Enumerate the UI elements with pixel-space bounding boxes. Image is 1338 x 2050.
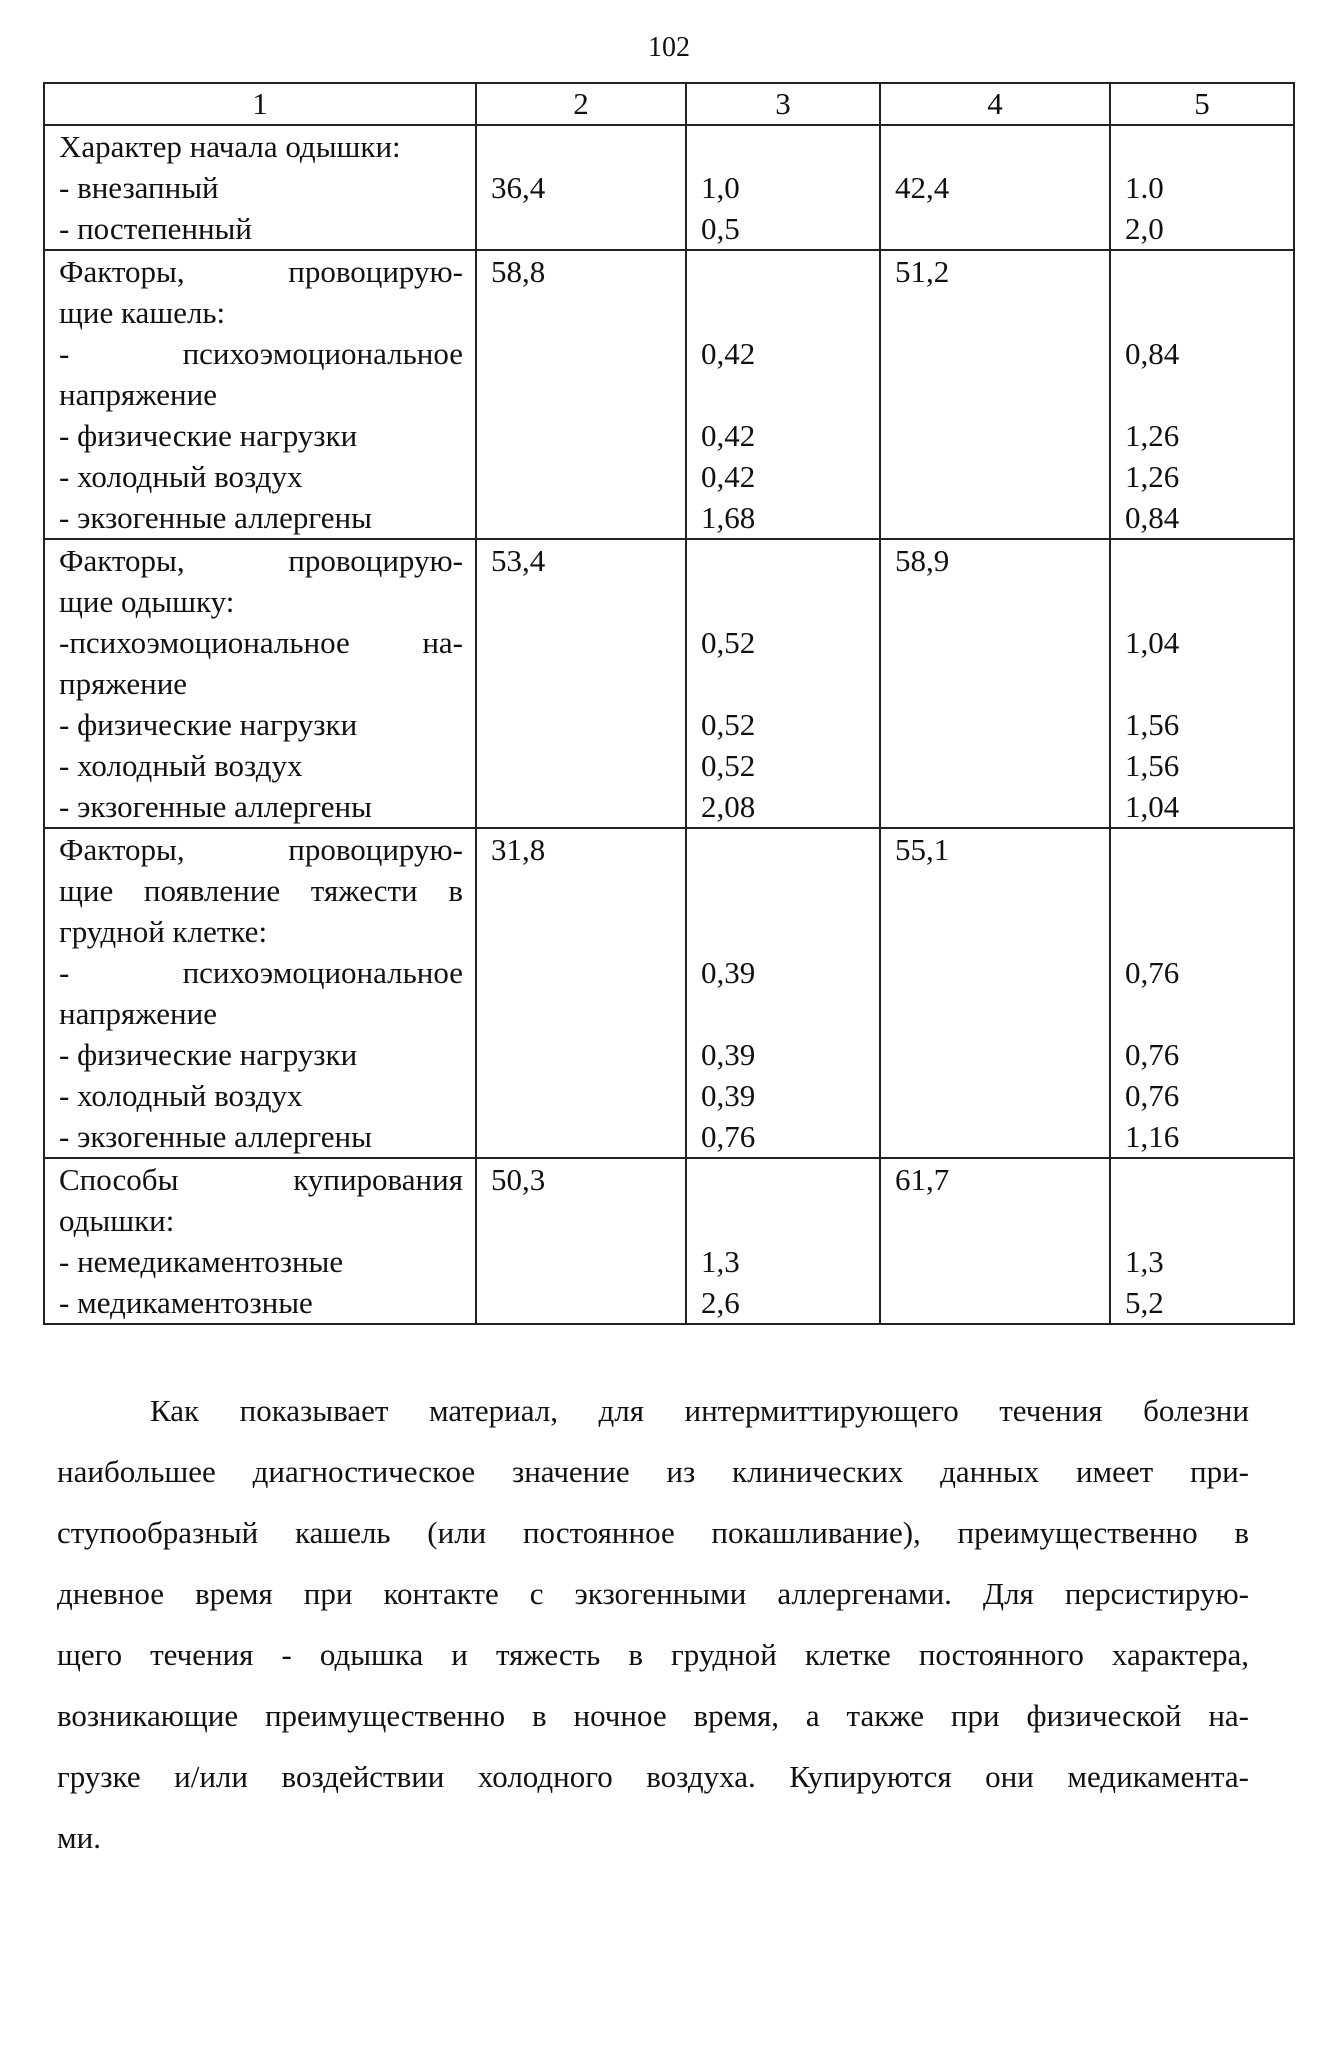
cell-value [687, 540, 879, 581]
column-5-cell [1110, 828, 1294, 1158]
column-2-cell [476, 125, 686, 250]
cell-value [477, 292, 685, 333]
row-label-line: - холодный воздух [59, 459, 303, 494]
row-label-line: Факторы, провоцирую- [59, 254, 463, 289]
cell-value: 1.0 [1125, 170, 1164, 205]
paragraph-line: ступообразный кашель (или постоянное покашливание), преимущественно в [57, 1515, 1249, 1550]
column-3-cell [686, 539, 880, 828]
cell-value [881, 126, 1109, 167]
cell-value [477, 1034, 685, 1075]
column-4-cell [880, 539, 1110, 828]
cell-value [1111, 870, 1293, 911]
cell-value [477, 704, 685, 745]
cell-value [881, 1282, 1109, 1323]
table-row [44, 828, 1294, 1158]
column-2-cell [476, 1158, 686, 1324]
cell-value [477, 870, 685, 911]
row-label-line: - холодный воздух [59, 748, 303, 783]
cell-value [1111, 1159, 1293, 1200]
cell-value [477, 1282, 685, 1323]
cell-value [687, 251, 879, 292]
cell-value: 31,8 [491, 832, 546, 867]
cell-value [881, 786, 1109, 827]
cell-value [687, 581, 879, 622]
body-paragraph [57, 1380, 1249, 1868]
cell-value [477, 952, 685, 993]
cell-value [881, 497, 1109, 538]
row-label-line: - постепенный [59, 211, 252, 246]
cell-value [687, 870, 879, 911]
paragraph-line: грузке и/или воздействии холодного воздуха. Купируются они медикамента- [57, 1759, 1249, 1794]
cell-value [1111, 374, 1293, 415]
row-label-line: щие кашель: [59, 295, 226, 330]
column-5-cell [1110, 125, 1294, 250]
cell-value: 0,52 [701, 625, 756, 660]
cell-value: 1,3 [701, 1244, 740, 1279]
cell-value [477, 786, 685, 827]
cell-value: 58,9 [895, 543, 950, 578]
column-2-cell [476, 250, 686, 539]
paragraph-line: Как показывает материал, для интермиттирующего течения болезни [150, 1393, 1249, 1428]
cell-value: 61,7 [895, 1162, 950, 1197]
cell-value [881, 1200, 1109, 1241]
cell-value: 0,76 [1125, 1078, 1180, 1113]
cell-value: 1,04 [1125, 625, 1180, 660]
cell-value [1111, 993, 1293, 1034]
cell-value [1111, 1200, 1293, 1241]
cell-value: 0,39 [701, 955, 756, 990]
column-5-cell [1110, 250, 1294, 539]
row-label-line: щие появление тяжести в [59, 873, 463, 908]
cell-value: 1,26 [1125, 418, 1180, 453]
row-label-line: пряжение [59, 666, 188, 701]
cell-value [477, 1200, 685, 1241]
cell-value: 1,3 [1125, 1244, 1164, 1279]
cell-value [1111, 911, 1293, 952]
cell-value: 0,42 [701, 459, 756, 494]
cell-value [1111, 663, 1293, 704]
cell-value [1111, 540, 1293, 581]
column-4-cell [880, 1158, 1110, 1324]
cell-value [881, 374, 1109, 415]
cell-value: 36,4 [491, 170, 546, 205]
column-3-cell [686, 125, 880, 250]
cell-value [687, 1200, 879, 1241]
row-label-line: - внезапный [59, 170, 219, 205]
cell-value: 2,6 [701, 1285, 740, 1320]
page-number: 102 [648, 32, 690, 63]
cell-value: 1,16 [1125, 1119, 1180, 1154]
row-label-line: - психоэмоциональное [59, 955, 463, 990]
cell-value: 42,4 [895, 170, 950, 205]
cell-value [687, 126, 879, 167]
column-4-cell [880, 250, 1110, 539]
cell-value [477, 497, 685, 538]
cell-value [1111, 251, 1293, 292]
cell-value [477, 663, 685, 704]
row-label-line: - экзогенные аллергены [59, 789, 372, 824]
row-label-line: напряжение [59, 377, 217, 412]
cell-value: 0,39 [701, 1078, 756, 1113]
cell-value [881, 704, 1109, 745]
cell-value: 1,26 [1125, 459, 1180, 494]
cell-value [881, 745, 1109, 786]
row-label-line: напряжение [59, 996, 217, 1031]
cell-value [477, 911, 685, 952]
cell-value [687, 911, 879, 952]
row-label-line: - физические нагрузки [59, 1037, 358, 1072]
row-label-line: Факторы, провоцирую- [59, 832, 463, 867]
paragraph-line: ми. [57, 1820, 101, 1855]
cell-value [1111, 292, 1293, 333]
cell-value: 1,0 [701, 170, 740, 205]
row-label-line: - психоэмоциональное [59, 336, 463, 371]
cell-value [1111, 829, 1293, 870]
column-header: 1 [44, 83, 476, 125]
cell-value [477, 333, 685, 374]
column-header: 4 [880, 83, 1110, 125]
row-label-cell [44, 539, 476, 828]
cell-value [881, 952, 1109, 993]
cell-value [477, 1075, 685, 1116]
column-3-cell [686, 828, 880, 1158]
cell-value: 0,52 [701, 707, 756, 742]
cell-value [881, 870, 1109, 911]
cell-value [687, 292, 879, 333]
cell-value: 53,4 [491, 543, 546, 578]
cell-value [1111, 581, 1293, 622]
row-label-line: грудной клетке: [59, 914, 268, 949]
cell-value [881, 456, 1109, 497]
row-label-line: щие одышку: [59, 584, 235, 619]
cell-value [477, 415, 685, 456]
row-label-line: - экзогенные аллергены [59, 1119, 372, 1154]
cell-value [1111, 126, 1293, 167]
cell-value [477, 622, 685, 663]
cell-value [477, 1241, 685, 1282]
cell-value: 55,1 [895, 832, 950, 867]
cell-value [477, 581, 685, 622]
cell-value [881, 1034, 1109, 1075]
cell-value: 0,42 [701, 418, 756, 453]
table-row [44, 539, 1294, 828]
row-label-cell [44, 1158, 476, 1324]
column-4-cell [880, 828, 1110, 1158]
cell-value: 1,68 [701, 500, 756, 535]
column-2-cell [476, 828, 686, 1158]
row-label-line: одышки: [59, 1203, 175, 1238]
cell-value [881, 415, 1109, 456]
cell-value [881, 1116, 1109, 1157]
cell-value [881, 292, 1109, 333]
paragraph-line: возникающие преимущественно в ночное время, а также при физической на- [57, 1698, 1249, 1733]
row-label-line: - медикаментозные [59, 1285, 313, 1320]
column-4-cell [880, 125, 1110, 250]
table-row [44, 125, 1294, 250]
column-3-cell [686, 1158, 880, 1324]
cell-value: 1,04 [1125, 789, 1180, 824]
cell-value: 50,3 [491, 1162, 546, 1197]
row-label-line: Способы купирования [59, 1162, 463, 1197]
cell-value [881, 1075, 1109, 1116]
paragraph-line: наибольшее диагностическое значение из клинических данных имеет при- [57, 1454, 1249, 1489]
row-label-line: - физические нагрузки [59, 707, 358, 742]
cell-value: 0,5 [701, 211, 740, 246]
row-label-cell [44, 125, 476, 250]
cell-value [687, 663, 879, 704]
column-header: 3 [686, 83, 880, 125]
row-label-line: Факторы, провоцирую- [59, 543, 463, 578]
cell-value: 2,0 [1125, 211, 1164, 246]
column-5-cell [1110, 1158, 1294, 1324]
cell-value: 0,42 [701, 336, 756, 371]
cell-value [881, 663, 1109, 704]
cell-value [881, 208, 1109, 249]
row-label-cell [44, 828, 476, 1158]
cell-value: 1,56 [1125, 707, 1180, 742]
column-2-cell [476, 539, 686, 828]
row-label-line: - немедикаментозные [59, 1244, 344, 1279]
column-header: 2 [476, 83, 686, 125]
cell-value: 5,2 [1125, 1285, 1164, 1320]
cell-value: 0,76 [1125, 1037, 1180, 1072]
cell-value [477, 993, 685, 1034]
table-header-row [44, 83, 1294, 125]
cell-value: 0,76 [1125, 955, 1180, 990]
cell-value [477, 456, 685, 497]
column-5-cell [1110, 539, 1294, 828]
cell-value [687, 993, 879, 1034]
cell-value [687, 374, 879, 415]
row-label-cell [44, 250, 476, 539]
row-label-line: -психоэмоциональное на- [59, 625, 463, 660]
cell-value: 2,08 [701, 789, 756, 824]
row-label-line: - физические нагрузки [59, 418, 358, 453]
cell-value [881, 581, 1109, 622]
cell-value [477, 126, 685, 167]
cell-value [881, 333, 1109, 374]
cell-value [687, 1159, 879, 1200]
cell-value [477, 374, 685, 415]
cell-value: 0,84 [1125, 500, 1180, 535]
cell-value: 0,76 [701, 1119, 756, 1154]
paragraph-line: дневное время при контакте с экзогенными аллергенами. Для персистирую- [57, 1576, 1249, 1611]
cell-value [881, 993, 1109, 1034]
row-label-line: - холодный воздух [59, 1078, 303, 1113]
column-3-cell [686, 250, 880, 539]
table-row [44, 250, 1294, 539]
cell-value: 0,39 [701, 1037, 756, 1072]
cell-value: 0,52 [701, 748, 756, 783]
row-label-line: - экзогенные аллергены [59, 500, 372, 535]
cell-value: 58,8 [491, 254, 546, 289]
cell-value [881, 622, 1109, 663]
cell-value [477, 208, 685, 249]
cell-value [477, 1116, 685, 1157]
cell-value: 1,56 [1125, 748, 1180, 783]
cell-value [881, 911, 1109, 952]
data-table [43, 82, 1295, 1325]
cell-value [477, 745, 685, 786]
row-label-line: Характер начала одышки: [59, 129, 401, 164]
cell-value: 51,2 [895, 254, 950, 289]
cell-value [687, 829, 879, 870]
column-header: 5 [1110, 83, 1294, 125]
cell-value: 0,84 [1125, 336, 1180, 371]
table-row [44, 1158, 1294, 1324]
paragraph-line: щего течения - одышка и тяжесть в грудной клетке постоянного характера, [57, 1637, 1249, 1672]
cell-value [881, 1241, 1109, 1282]
